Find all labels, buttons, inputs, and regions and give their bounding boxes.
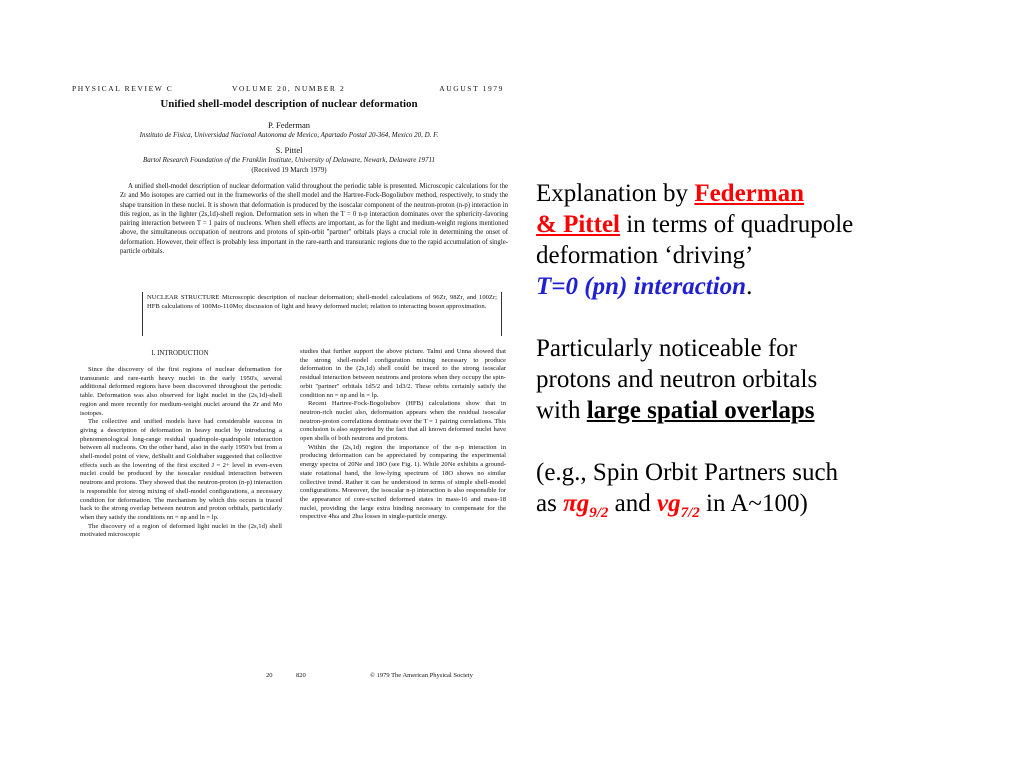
orbital-g7-2 (668, 490, 700, 521)
affiliation-pittel: Bartol Research Foundation of the Franklin Institute, University of Delaware, Newark, Delaware 19711 (142, 156, 436, 164)
example-as: as (536, 490, 564, 517)
spacer (536, 426, 1006, 457)
period: . (746, 273, 753, 300)
commentary-text (536, 178, 1006, 529)
column-right (300, 348, 506, 522)
interaction-term: T=0 (pn) interaction (536, 273, 747, 300)
orbital-subscript: 7/2 (680, 505, 700, 521)
intro-paragraph: The discovery of a region of deformed light nuclei in the (2s,1d) shell motivated microscopic (80, 522, 282, 539)
intro-paragraph: studies that further support the above picture. Talmi and Unna showed that the strong shell-model configuration mixing necessary to produce deformation in the (2s,1d) shell could be traced to the strong isoscalar residual interaction between neutrons and protons when they occupy the spin-orbit "partner" orbitals 1d5/2 and 1d3/2. These orbits certainly satisfy the condition nn = np and ln = lp. (300, 348, 506, 399)
example-line: (e.g., Spin Orbit Partners such (536, 459, 839, 486)
spatial-overlaps-phrase: large spatial overlaps (586, 397, 815, 424)
proton-symbol: π (563, 490, 577, 517)
author-pittel: S. Pittel (275, 145, 303, 155)
author-name-pittel: & Pittel (536, 211, 620, 238)
neutron-symbol: ν (657, 490, 669, 517)
footer-copyright: © 1979 The American Physical Society (370, 672, 473, 679)
column-left (80, 366, 282, 540)
overlap-line (536, 395, 1006, 426)
overlap-line: protons and neutron orbitals (536, 366, 818, 393)
affiliation-federman: Instituto de Fisica, Universidad Nacional Autonoma de Mexico, Apartado Postal 20-364, Mexico 20, D. F. (139, 131, 439, 139)
paper-scan (60, 78, 518, 690)
explanation-line: deformation ‘driving’ (536, 242, 754, 269)
pacs-box: NUCLEAR STRUCTURE Microscopic description of nuclear deformation; shell-model calculations of 96Zr, 98Zr, and 100Zr; HFB calculations of 100Mo-110Mo; discussion of light and heavy deformed nuclei; relation to interacting boson approximation. (142, 292, 502, 336)
received-date: (Received 19 March 1979) (251, 166, 327, 174)
orbital-subscript: 9/2 (589, 505, 609, 521)
orbital-letter: g (576, 490, 590, 517)
author-name-federman: Federman (694, 180, 805, 207)
footer-volume: 20 (266, 672, 273, 679)
explanation-prefix: Explanation by (536, 180, 695, 207)
footer-page: 820 (296, 672, 306, 679)
explanation-line (536, 271, 1006, 302)
paper-title: Unified shell-model description of nuclear deformation (160, 98, 418, 110)
spacer (536, 302, 1006, 333)
overlap-line: Particularly noticeable for (536, 335, 797, 362)
overlap-prefix: with (536, 397, 587, 424)
explanation-line (536, 209, 1006, 240)
intro-paragraph: Recent Hartree-Fock-Bogoliubov (HFB) calculations show that in neutron-rich nuclei also, deformation appears when the residual isoscalar neutron-proton correlations dominate over the T = 1 pairing correlations. This conclusion is also supported by the fact that all known deformed nuclei have open shells of both neutrons and protons. (300, 400, 506, 443)
and-word: and (608, 490, 658, 517)
author-federman: P. Federman (267, 120, 311, 130)
orbital-g9-2 (576, 490, 609, 521)
explanation-line (536, 178, 1006, 209)
example-line (536, 488, 1006, 529)
intro-paragraph: Since the discovery of the first regions of nuclear deformation for transuranic and rare-earth heavy nuclei in the early 1950's, several additional deformed regions have been discovered throughout the periodic table. Deformation was also observed for light nuclei in the (2s,1d)-shell region and more recently for medium-weight nuclei around the Zr and Mo isotopes. (80, 366, 282, 417)
journal-name: PHYSICAL REVIEW C (72, 84, 174, 93)
intro-paragraph: Within the (2s,1d) region the importance of the n-p interaction in producing deformation can be appreciated by comparing the experimental energy spectra of 20Ne and 18O (see Fig. 1). While 20Ne exhibits a ground-state rotational band, the low-lying spectrum of 18O shows no similar collective trend. Rather it can be understood in terms of simple shell-model configurations. Moreover, the isoscalar n-p interaction is also responsible for the appearance of core-excited deformed states in mass-16 and mass-18 nuclei, providing the large extra binding necessary to compensate for the respective 4ħω and 2ħω losses in single-particle energy. (300, 443, 506, 521)
example-end: in A~100) (699, 490, 808, 517)
journal-volume: VOLUME 20, NUMBER 2 (232, 84, 346, 93)
section-heading: I. INTRODUCTION (151, 350, 209, 357)
abstract: A unified shell-model description of nuclear deformation valid throughout the periodic table is presented. Microscopic calculations for the Zr and Mo isotopes are carried out in the frameworks of the shell model and the Hartree-Fock-Bogoliubov method, respectively, to study the shape transition in these nuclei. It is shown that deformation is produced by the isoscalar component of the neutron-proton (n-p) interaction in this region, as in the lighter (2s,1d)-shell region. Deformation sets in when the T = 0 n-p interaction dominates over the sphericity-favoring pairing interaction between T = 1 pairs of nucleons. When shell effects are important, as for the light and medium-weight regions mentioned above, the simultaneous occupation of neutrons and protons of spin-orbit "partner" orbitals plays a crucial role in determining the onset of deformation. However, their effect is probably less important in the rare-earth and transuranic regions due to the rapid accumulation of single-particle orbitals. (120, 183, 508, 256)
orbital-letter: g (668, 490, 681, 517)
journal-date: AUGUST 1979 (439, 84, 504, 93)
intro-paragraph: The collective and unified models have had considerable success in giving a description of deformation in heavy nuclei by introducing a phenomenological long-range residual quadrupole-quadrupole interaction between all nucleons. On the other hand, also in the early 1950's but from a shell-model point of view, deShalit and Goldhaber suggested that collective effects such as the lowering of the first excited J = 2+ level in even-even nuclei could be produced by the isoscalar residual interaction between neutrons and protons. They showed that the neutron-proton (n-p) interaction is responsible for strong mixing of shell-model configurations, a necessary condition for deformation. The mechanism by which this occurs is traced back to the strong overlap between neutron and proton orbitals, particularly when they satisfy the conditions nn = np and ln = lp. (80, 418, 282, 521)
explanation-text: in terms of quadrupole (619, 211, 854, 238)
